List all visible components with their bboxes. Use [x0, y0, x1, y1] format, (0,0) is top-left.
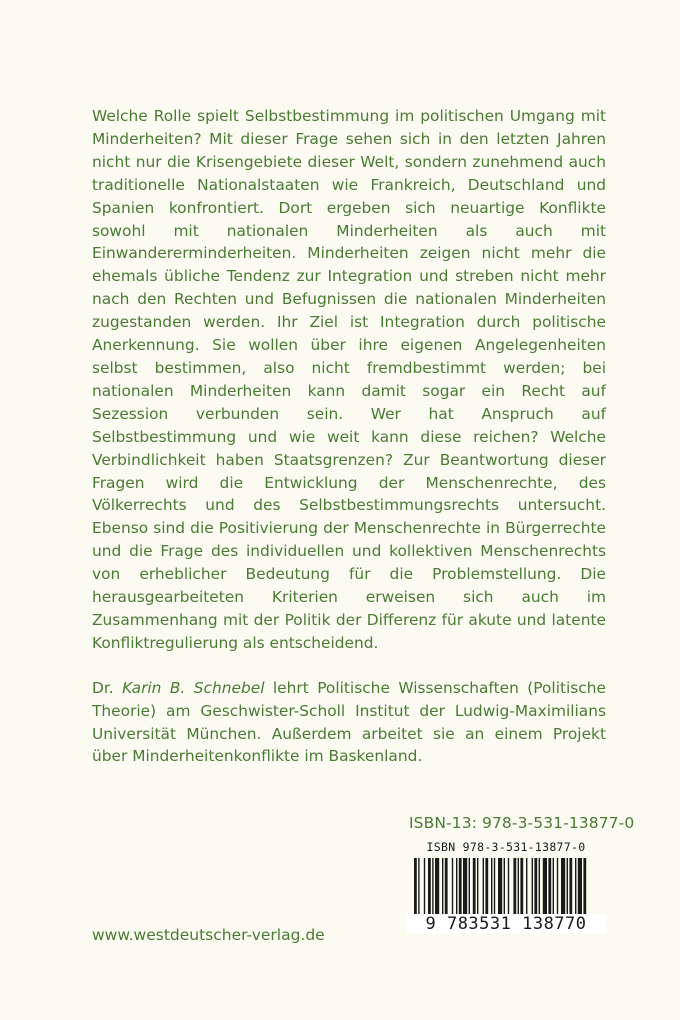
barcode-bar: [452, 858, 453, 916]
barcode-bar: [442, 858, 443, 916]
barcode-bar: [518, 858, 519, 916]
barcode-bar: [459, 858, 462, 916]
barcode-bar: [520, 858, 523, 916]
barcode-bar: [445, 858, 448, 916]
barcode-bar: [477, 858, 478, 916]
barcode-bar: [494, 858, 495, 916]
barcode-bar: [498, 858, 502, 916]
description-paragraph: Welche Rolle spielt Selbstbestimmung im politischen Umgang mit Minderheiten? Mit dieser Frage sehen sich in den letzten Jahren nicht nur die Krisengebiete dieser Welt, sondern zunehmend auch traditionelle Nationalstaaten wie Frankreich, Deutschland und Spanien konfrontiert. Dort ergeben sich neuartige Konflikte sowohl mit nationalen Minderheiten als auch mit Einwandererminderheiten. Minderheiten zeigen nicht mehr die ehemals übliche Tendenz zur Integration und streben nicht mehr nach den Rechten und Befugnissen die nationalen Minderheiten zugestanden werden. Ihr Ziel ist Integration durch politische Anerkennung. Sie wollen über ihre eigenen Angelegenheiten selbst bestimmen, also nicht fremdbestimmt werden; bei nationalen Minderheiten kann damit sogar ein Recht auf Sezession verbunden sein. Wer hat Anspruch auf Selbstbestimmung und wie weit kann diese reichen? Welche Verbindlichkeit haben Staatsgrenzen? Zur Beantwortung dieser Fragen wird die Entwicklung der Menschenrechte, des Völkerrechts und des Selbstbestimmungsrechts untersucht. Ebenso sind die Positivierung der Menschenrechte in Bürgerrechte und die Frage des individuellen und kollektiven Menschenrechts von erheblicher Bedeutung für die Problemstellung. Die herausgearbeiteten Kriterien erweisen sich auch im Zusammenhang mit der Politik der Differenz für akute und latente Konfliktregulierung als entscheidend.: [92, 107, 606, 652]
barcode-bar: [539, 858, 540, 916]
barcode-bar: [491, 858, 492, 916]
barcode-bar: [432, 858, 433, 916]
barcode-bar: [508, 858, 509, 916]
barcode-bar: [543, 858, 547, 916]
author-prefix: Dr.: [92, 678, 123, 697]
author-paragraph: [92, 677, 606, 769]
barcode-bar: [553, 858, 554, 916]
publisher-website: www.westdeutscher-verlag.de: [92, 926, 325, 944]
author-bio: lehrt Politische Wissenschaften (Politische Theorie) am Geschwister-Scholl Institut der Ludwig-Maximilians Universität München. Außerdem arbeitet sie an einem Projekt über Minderheitenkonflikte im Baskenland.: [92, 678, 606, 766]
isbn-label: ISBN-13: 978-3-531-13877-0: [409, 814, 635, 832]
barcode-bar: [578, 858, 582, 916]
barcode-bar: [469, 858, 470, 916]
barcode-bar: [567, 858, 568, 916]
barcode-bar: [532, 858, 533, 916]
barcode-bar: [569, 858, 572, 916]
barcode-bar: [534, 858, 537, 916]
barcode-bar: [424, 858, 425, 916]
barcode-bar: [583, 858, 586, 916]
barcode-bar: [526, 858, 527, 916]
barcode-bar: [575, 858, 576, 916]
barcode-bar: [473, 858, 476, 916]
barcode-bar: [418, 858, 419, 916]
barcode-bar: [463, 858, 467, 916]
barcode-bar: [414, 858, 417, 916]
barcode-bar: [561, 858, 565, 916]
barcode-bar: [548, 858, 551, 916]
barcode-bar: [485, 858, 488, 916]
barcode-bar: [428, 858, 431, 916]
barcode-bar: [483, 858, 484, 916]
back-cover-blurb: [92, 105, 606, 768]
author-name: Karin B. Schnebel: [122, 678, 265, 697]
barcode-bar: [456, 858, 457, 916]
barcode-bar: [504, 858, 505, 916]
barcode-bar: [513, 858, 516, 916]
barcode: [406, 840, 606, 934]
barcode-bar: [557, 858, 558, 916]
barcode-isbn-text: ISBN 978-3-531-13877-0: [426, 840, 586, 854]
barcode-digits: 9 783531 138770: [406, 914, 606, 934]
barcode-bar: [435, 858, 439, 916]
